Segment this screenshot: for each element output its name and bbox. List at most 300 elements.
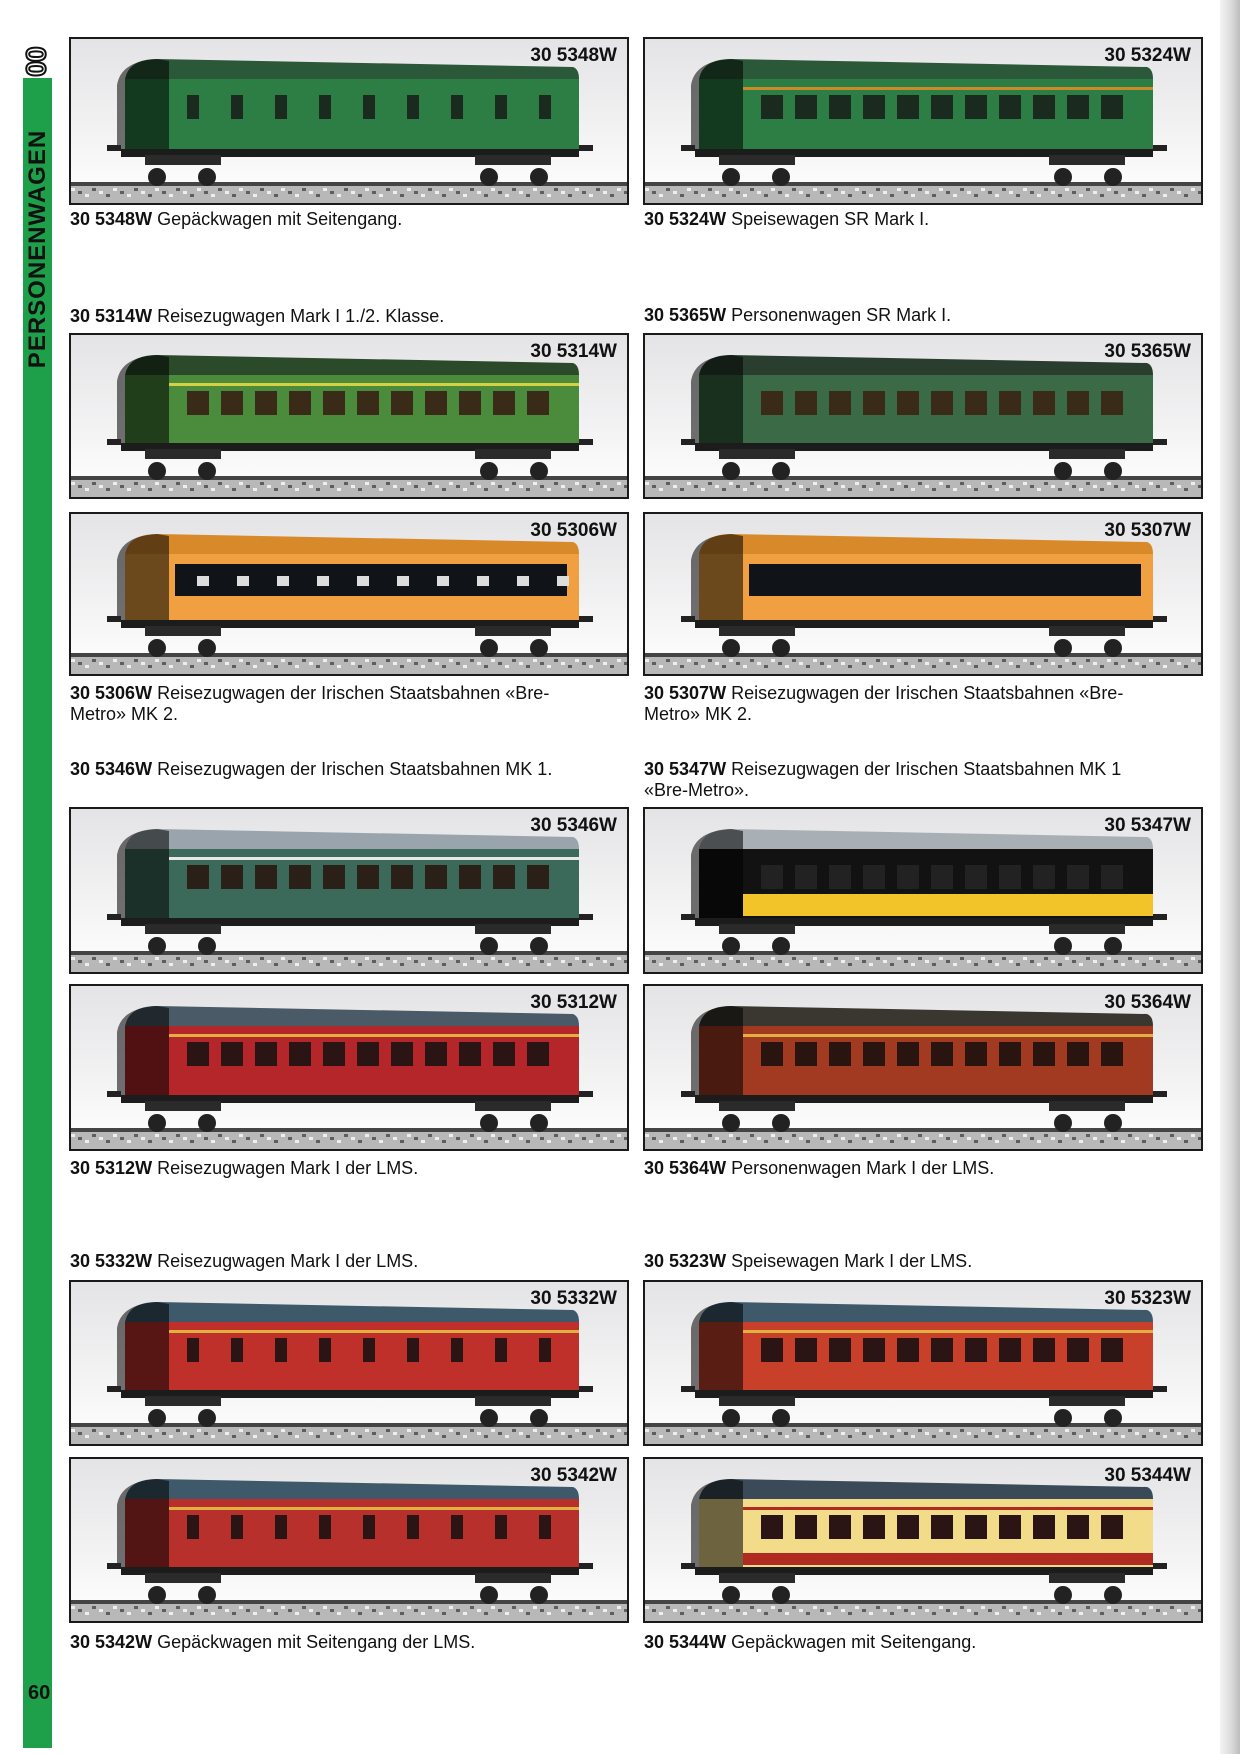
coupler [681, 616, 695, 622]
coach-window [931, 1515, 953, 1539]
coach-window [221, 1042, 243, 1066]
coach-window [965, 865, 987, 889]
bogie [1049, 626, 1125, 636]
coach-window [187, 1042, 209, 1066]
item-description: Personenwagen Mark I der LMS. [731, 1158, 995, 1178]
item-caption [70, 209, 615, 230]
coach-window [931, 391, 953, 415]
window-light [237, 576, 249, 586]
coach-window [1033, 391, 1055, 415]
coach-end [691, 59, 743, 149]
coupler [579, 439, 593, 445]
coach-window [539, 1338, 551, 1362]
wheel [722, 462, 740, 480]
coach-roof [699, 534, 1153, 554]
coach-lining [169, 1507, 579, 1510]
coach-window [829, 95, 851, 119]
wheel [1054, 1586, 1072, 1604]
item-description: Speisewagen Mark I der LMS. [731, 1251, 973, 1271]
item-code: 30 5306W [70, 683, 153, 703]
coach-window [391, 1042, 413, 1066]
coupler [1153, 1563, 1167, 1569]
coach-window [495, 1338, 507, 1362]
window-light [317, 576, 329, 586]
product-photo-5312 [69, 984, 629, 1151]
item-caption [644, 1632, 1189, 1653]
wheel [480, 168, 498, 186]
item-description-continued: «Bre-Metro». [644, 780, 750, 800]
item-caption [644, 1158, 1189, 1179]
wheel [530, 937, 548, 955]
coach-window [999, 391, 1021, 415]
coach-window [187, 1515, 199, 1539]
coach-window [761, 1338, 783, 1362]
wheel [198, 1409, 216, 1427]
photo-item-code: 30 5323W [1104, 1288, 1191, 1309]
coupler [1153, 1091, 1167, 1097]
coach-window [289, 865, 311, 889]
coach-window [999, 1042, 1021, 1066]
coach-window [761, 1515, 783, 1539]
wheel [1104, 639, 1122, 657]
wheel [148, 462, 166, 480]
item-code: 30 5348W [70, 209, 153, 229]
coach-window [897, 1515, 919, 1539]
wheel [722, 937, 740, 955]
coach-window [323, 865, 345, 889]
coach-window [363, 1338, 375, 1362]
bogie [145, 155, 221, 165]
wheel [1054, 168, 1072, 186]
item-description: Personenwagen SR Mark I. [731, 305, 952, 325]
bogie [1049, 155, 1125, 165]
coach-window [897, 865, 919, 889]
photo-item-code: 30 5307W [1104, 520, 1191, 541]
product-photo-5323 [643, 1280, 1203, 1446]
window-light [197, 576, 209, 586]
coach-window [761, 391, 783, 415]
wheel [148, 639, 166, 657]
coach-window [407, 1515, 419, 1539]
wheel [1054, 937, 1072, 955]
item-code: 30 5323W [644, 1251, 727, 1271]
coach-window [1067, 95, 1089, 119]
coach-window [795, 95, 817, 119]
item-caption [70, 759, 615, 780]
product-photo-5347 [643, 807, 1203, 974]
coach-window [795, 391, 817, 415]
wheel [198, 1586, 216, 1604]
window-light [397, 576, 409, 586]
coach-window [459, 1042, 481, 1066]
coach-window [187, 865, 209, 889]
coach-window [275, 1338, 287, 1362]
coupler [579, 1563, 593, 1569]
photo-item-code: 30 5332W [530, 1288, 617, 1309]
window-band [749, 564, 1141, 596]
coupler [681, 1091, 695, 1097]
wheel [1104, 937, 1122, 955]
coach-window [289, 1042, 311, 1066]
bogie [1049, 1573, 1125, 1583]
coach-window [231, 1338, 243, 1362]
item-description: Gepäckwagen mit Seitengang. [731, 1632, 977, 1652]
bogie [475, 924, 551, 934]
coach-window [357, 391, 379, 415]
bogie [475, 155, 551, 165]
item-code: 30 5365W [644, 305, 727, 325]
photo-item-code: 30 5312W [530, 992, 617, 1013]
coach-end [117, 1302, 169, 1390]
coach-window [795, 1515, 817, 1539]
coach-window [231, 95, 243, 119]
coach-window [1101, 1338, 1123, 1362]
coach-end [117, 829, 169, 918]
coach-window [829, 1338, 851, 1362]
coach-end [691, 534, 743, 620]
coach-roof [125, 1302, 579, 1322]
coach-window [761, 1042, 783, 1066]
wheel [198, 1114, 216, 1132]
item-code: 30 5312W [70, 1158, 153, 1178]
item-caption [644, 1251, 1189, 1272]
item-description: Gepäckwagen mit Seitengang der LMS. [157, 1632, 476, 1652]
coupler [107, 1563, 121, 1569]
wheel [198, 168, 216, 186]
bogie [475, 1101, 551, 1111]
product-photo-5346 [69, 807, 629, 974]
photo-item-code: 30 5347W [1104, 815, 1191, 836]
coach-window [965, 391, 987, 415]
coach-window [1033, 1338, 1055, 1362]
coach-window [357, 865, 379, 889]
coach-window [863, 95, 885, 119]
item-description: Gepäckwagen mit Seitengang. [157, 209, 403, 229]
item-description-continued: Metro» MK 2. [70, 704, 179, 724]
wheel [530, 1409, 548, 1427]
coach-window [965, 1338, 987, 1362]
coach-roof [699, 829, 1153, 849]
coupler [579, 914, 593, 920]
wheel [722, 1409, 740, 1427]
coach-window [1033, 1515, 1055, 1539]
bogie [145, 1573, 221, 1583]
coupler [107, 914, 121, 920]
coach-window [965, 1042, 987, 1066]
scale-badge: 00 [21, 47, 52, 77]
coach-window [221, 865, 243, 889]
coach-window [539, 95, 551, 119]
coach-window [319, 1338, 331, 1362]
coach-end [691, 1006, 743, 1095]
wheel [148, 937, 166, 955]
coach-roof [125, 1479, 579, 1499]
wheel [772, 168, 790, 186]
coach-window [275, 1515, 287, 1539]
wheel [772, 937, 790, 955]
wheel [1054, 1114, 1072, 1132]
wheel [480, 462, 498, 480]
coupler [681, 914, 695, 920]
bogie [719, 155, 795, 165]
wheel [722, 1114, 740, 1132]
item-caption [70, 1632, 615, 1653]
item-description: Reisezugwagen der Irischen Staatsbahnen MK 1 [731, 759, 1122, 779]
window-band [175, 564, 567, 596]
bogie [145, 924, 221, 934]
wheel [530, 1586, 548, 1604]
item-description: Speisewagen SR Mark I. [731, 209, 930, 229]
bogie [719, 1101, 795, 1111]
coupler [107, 1386, 121, 1392]
coach-window [931, 865, 953, 889]
coach-window [391, 865, 413, 889]
bogie [145, 449, 221, 459]
coach-roof [699, 355, 1153, 375]
coach-window [527, 865, 549, 889]
coupler [579, 145, 593, 151]
coach-window [1101, 391, 1123, 415]
window-light [277, 576, 289, 586]
item-description: Reisezugwagen der Irischen Staatsbahnen «Bre- [731, 683, 1124, 703]
item-description-continued: Metro» MK 2. [644, 704, 753, 724]
coach-window [931, 1338, 953, 1362]
photo-item-code: 30 5365W [1104, 341, 1191, 362]
wheel [480, 1586, 498, 1604]
bogie [1049, 449, 1125, 459]
coach-window [829, 1515, 851, 1539]
wheel [148, 1586, 166, 1604]
coach-window [275, 95, 287, 119]
photo-item-code: 30 5324W [1104, 45, 1191, 66]
coach-end [117, 59, 169, 149]
coach-window [255, 1042, 277, 1066]
coach-window [289, 391, 311, 415]
bogie [1049, 924, 1125, 934]
product-photo-5364 [643, 984, 1203, 1151]
coach-roof [699, 1006, 1153, 1026]
coach-window [863, 865, 885, 889]
wheel [198, 462, 216, 480]
item-caption [70, 306, 615, 327]
item-code: 30 5324W [644, 209, 727, 229]
product-photo-5306 [69, 512, 629, 676]
bogie [145, 1396, 221, 1406]
wheel [480, 639, 498, 657]
wheel [1104, 1409, 1122, 1427]
coach-roof [125, 355, 579, 375]
photo-item-code: 30 5346W [530, 815, 617, 836]
item-caption [644, 759, 1189, 801]
coach-window [527, 1042, 549, 1066]
coach-window [1101, 1042, 1123, 1066]
coach-window [965, 95, 987, 119]
coach-lining [169, 383, 579, 386]
coach-roof [699, 1479, 1153, 1499]
coach-window [187, 95, 199, 119]
wheel [772, 639, 790, 657]
coach-lining [743, 1034, 1153, 1037]
item-description: Reisezugwagen Mark I 1./2. Klasse. [157, 306, 445, 326]
bogie [719, 924, 795, 934]
coach-end [691, 829, 743, 918]
product-photo-5342 [69, 1457, 629, 1623]
coach-roof [125, 59, 579, 79]
coupler [681, 1386, 695, 1392]
coach-window [965, 1515, 987, 1539]
product-photo-5365 [643, 333, 1203, 499]
item-caption [70, 683, 615, 725]
section-title: PERSONENWAGEN [24, 129, 51, 369]
wheel [530, 639, 548, 657]
coach-window [363, 95, 375, 119]
coupler [107, 145, 121, 151]
coach-window [451, 95, 463, 119]
coach-window [897, 95, 919, 119]
bogie [1049, 1101, 1125, 1111]
coach-end [691, 1302, 743, 1390]
product-photo-5344 [643, 1457, 1203, 1623]
coach-end [117, 1479, 169, 1567]
coupler [107, 1091, 121, 1097]
coach-window [1067, 865, 1089, 889]
item-description: Reisezugwagen der Irischen Staatsbahnen «Bre- [157, 683, 550, 703]
coach-roof [699, 1302, 1153, 1322]
coach-end [691, 1479, 743, 1567]
coach-window [363, 1515, 375, 1539]
photo-item-code: 30 5306W [530, 520, 617, 541]
coupler [1153, 145, 1167, 151]
coupler [681, 439, 695, 445]
coach-window [795, 1042, 817, 1066]
coach-window [1033, 1042, 1055, 1066]
wheel [1104, 1114, 1122, 1132]
coach-window [391, 391, 413, 415]
coach-window [319, 95, 331, 119]
coupler [681, 1563, 695, 1569]
bogie [719, 626, 795, 636]
product-photo-5348 [69, 37, 629, 205]
coach-livery-band [743, 894, 1153, 916]
coach-lower-band [743, 1553, 1153, 1565]
coupler [1153, 439, 1167, 445]
wheel [1054, 639, 1072, 657]
wheel [772, 1586, 790, 1604]
photo-item-code: 30 5344W [1104, 1465, 1191, 1486]
bogie [719, 1573, 795, 1583]
window-light [557, 576, 569, 586]
wheel [530, 1114, 548, 1132]
bogie [475, 449, 551, 459]
coach-roof [699, 59, 1153, 79]
bogie [475, 1396, 551, 1406]
coach-window [255, 865, 277, 889]
wheel [1054, 462, 1072, 480]
product-photo-5307 [643, 512, 1203, 676]
coach-window [1067, 1042, 1089, 1066]
window-light [517, 576, 529, 586]
wheel [148, 1114, 166, 1132]
coach-lining [743, 1330, 1153, 1333]
coach-window [451, 1338, 463, 1362]
item-code: 30 5346W [70, 759, 153, 779]
coach-window [1101, 865, 1123, 889]
coach-window [221, 391, 243, 415]
item-code: 30 5344W [644, 1632, 727, 1652]
wheel [198, 937, 216, 955]
bogie [475, 1573, 551, 1583]
coach-window [931, 1042, 953, 1066]
coach-window [897, 1338, 919, 1362]
coach-window [187, 391, 209, 415]
bogie [145, 626, 221, 636]
coach-end [117, 534, 169, 620]
coach-window [999, 95, 1021, 119]
coach-roof [125, 1006, 579, 1026]
wheel [480, 937, 498, 955]
bogie [719, 449, 795, 459]
coach-window [495, 95, 507, 119]
coach-lining [169, 1034, 579, 1037]
item-code: 30 5314W [70, 306, 153, 326]
product-photo-5314 [69, 333, 629, 499]
coach-roof [125, 534, 579, 554]
coach-window [897, 391, 919, 415]
coach-window [863, 391, 885, 415]
coach-window [425, 391, 447, 415]
coach-window [407, 95, 419, 119]
wheel [530, 462, 548, 480]
product-photo-5332 [69, 1280, 629, 1446]
window-light [437, 576, 449, 586]
coupler [1153, 914, 1167, 920]
wheel [772, 1114, 790, 1132]
coach-window [1101, 1515, 1123, 1539]
photo-item-code: 30 5314W [530, 341, 617, 362]
wheel [480, 1114, 498, 1132]
coach-window [323, 391, 345, 415]
coach-window [425, 1042, 447, 1066]
bogie [145, 1101, 221, 1111]
coach-lining [743, 87, 1153, 90]
coach-window [1101, 95, 1123, 119]
wheel [1104, 168, 1122, 186]
wheel [1104, 462, 1122, 480]
coupler [579, 616, 593, 622]
wheel [148, 1409, 166, 1427]
coach-window [255, 391, 277, 415]
bogie [1049, 1396, 1125, 1406]
coach-window [407, 1338, 419, 1362]
coach-window [495, 1515, 507, 1539]
coach-window [999, 1338, 1021, 1362]
coach-window [795, 1338, 817, 1362]
wheel [722, 1586, 740, 1604]
coach-window [829, 865, 851, 889]
item-description: Reisezugwagen Mark I der LMS. [157, 1158, 419, 1178]
item-caption [644, 209, 1189, 230]
window-light [357, 576, 369, 586]
coupler [579, 1386, 593, 1392]
item-code: 30 5307W [644, 683, 727, 703]
item-caption [644, 305, 1189, 326]
bogie [475, 626, 551, 636]
wheel [1104, 1586, 1122, 1604]
bogie [719, 1396, 795, 1406]
item-code: 30 5364W [644, 1158, 727, 1178]
coupler [579, 1091, 593, 1097]
wheel [480, 1409, 498, 1427]
